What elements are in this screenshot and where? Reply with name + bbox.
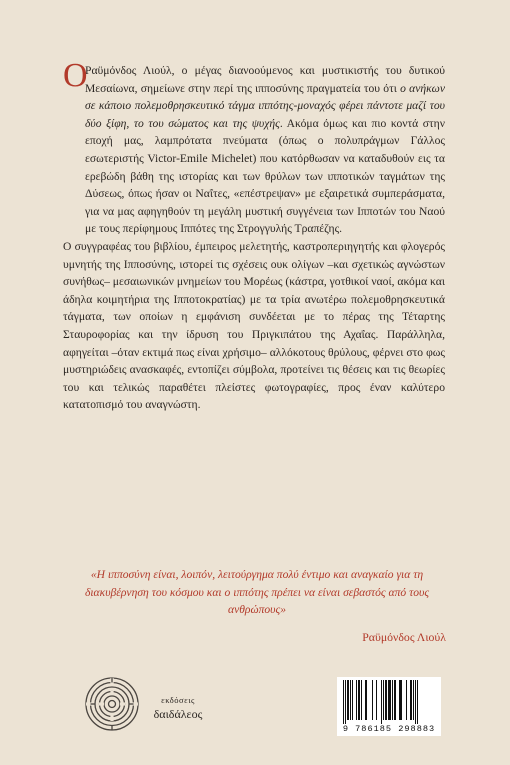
epigraph-quote: «Η ιπποσύνη είναι, λοιπόν, λειτούργημα πολύ έντιμο και αναγκαίο για τη διακυβέρνηση του κόσμου και ο ιππότης πρέπει να είναι σεβαστός από τους ανθρώπους» bbox=[84, 568, 430, 617]
drop-cap: Ο bbox=[63, 57, 88, 94]
blurb-paragraph-1-quote: ο ανήκων σε κάποιο πολεμοθρησκευτικό τάγμα ιππότης-μοναχός φέρει πάντοτε μαζί του δύο ξίφη, το του σώματος και της ψυχής bbox=[85, 81, 446, 130]
isbn-barcode bbox=[337, 677, 441, 736]
labyrinth-logo-icon bbox=[84, 676, 140, 732]
epigraph-author: Ραϋμόνδος Λιούλ bbox=[362, 630, 446, 644]
isbn-number: 9 786185 298883 bbox=[342, 724, 436, 734]
publisher-line-2: δαιδάλεος bbox=[153, 707, 203, 721]
barcode-icon bbox=[341, 680, 437, 724]
blurb-paragraph-1 bbox=[63, 57, 446, 238]
publisher-name bbox=[148, 693, 208, 721]
blurb-text bbox=[63, 57, 446, 414]
publisher-line-1: εκδόσεις bbox=[161, 695, 195, 705]
blurb-paragraph-1-start: Ραϋμόνδος Λιούλ, ο μέγας διανοούμενος και μυστικιστής του δυτικού Μεσαίωνα, σημείωνε στην περί της ιπποσύνης πραγματεία του ότι bbox=[85, 64, 445, 95]
blurb-paragraph-1-end: . Ακόμα όμως και πιο κοντά στην εποχή μας, λαμπρότατα πνεύματα (όπως ο πολυπράγμων Γάλλος εσωτεριστής Victor-Emile Michelet) που κατόρθωσαν να καταδυθούν εις τα ερεβώδη βάθη της ιστορίας και των θρύλων των ιπποτικών ταγμάτων της Δύσεως, όπως ήσαν οι Ναΐτες, «επέστρεψαν» με εξαιρετικά συμπεράσματα, για να μας αφηγηθούν τη μεγάλη μυστική συγγένεια των Ιπποτών του Ναού με τους περίφημους Ιππότες της Στρογγυλής Τραπέζης. bbox=[85, 116, 445, 236]
blurb-paragraph-2: Ο συγγραφέας του βιβλίου, έμπειρος μελετητής, καστροπεριηγητής και φλογερός υμνητής της Ιπποσύνης, ιστορεί τις σχέσεις ουκ ολίγων –και σχετικώς αγνώστων συνήθως– μεσαιωνικών μνημείων του Μορέως (κάστρα, γοτθικοί ναοί, ακόμα και άδηλα κοιμητήρια της Ιπποτοκρατίας) με τα τρία ανωτέρω πολεμοθρησκευτικά τάγματα, των οποίων η εμφάνιση συνδέεται με το πέρας της Τέταρτης Σταυροφορίας και την ίδρυση του Πριγκιπάτου της Αχαΐας. Παράλληλα, αφηγείται –όταν εκτιμά πως είναι χρήσιμο– αλλόκοτους θρύλους, φέρνει στο φως μυστηριώδεις ανασκαφές, εντοπίζει σύμβολα, προτείνει τις θέσεις και τις θεωρίες του και τελικώς παραθέτει πλείστες φωτογραφίες, προς έναν καλύτερο κατατοπισμό του αναγνώστη. bbox=[63, 239, 445, 412]
